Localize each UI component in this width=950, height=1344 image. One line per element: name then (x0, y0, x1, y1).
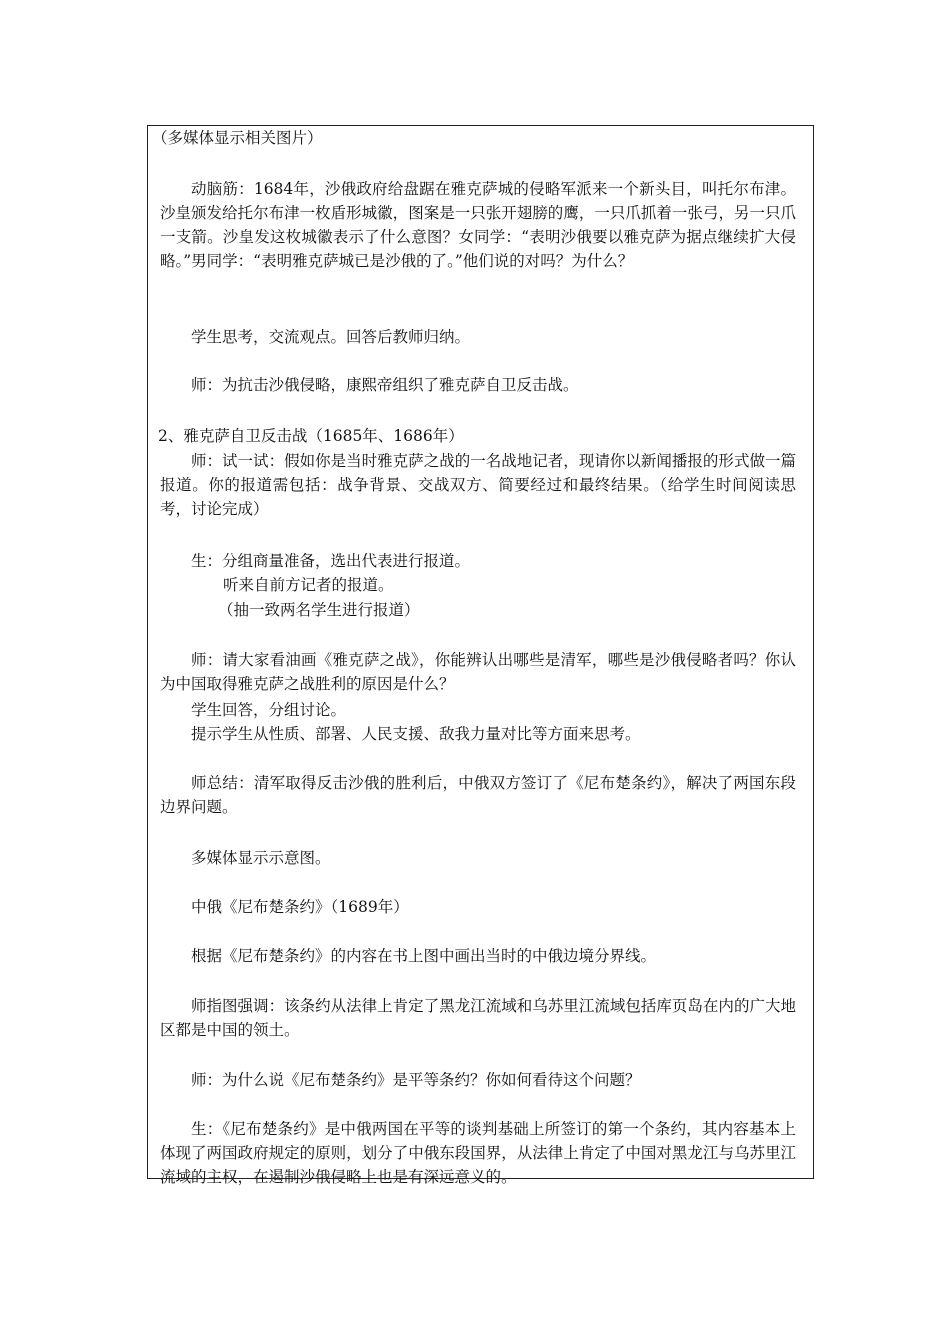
student-prepare: 生：分组商量准备，选出代表进行报道。 (191, 552, 471, 570)
teacher-emphasis: 师指图强调：该条约从法律上肯定了黑龙江流域和乌苏里江流域包括库页岛在内的广大地区都是中国的领土。 (160, 997, 796, 1039)
brainstorm-paragraph: 动脑筋：1684年，沙俄政府给盘踞在雅克萨城的侵略军派来一个新头目，叫托尔布津。沙皇颁发给托尔布津一枚盾形城徽，图案是一只张开翅膀的鹰，一只爪抓着一张弓，另一只爪一支箭。沙皇发这枚城徽表示了什么意图？女同学：“表明沙俄要以雅克萨为据点继续扩大侵略。”男同学：“表明雅克萨城已是沙俄的了。”他们说的对吗？为什么？ (160, 180, 796, 270)
teacher-task: 师：试一试：假如你是当时雅克萨之战的一名战地记者，现请你以新闻播报的形式做一篇报道。你的报道需包括：战争背景、交战双方、简要经过和最终结果。（给学生时间阅读思考，讨论完成） (160, 452, 796, 518)
treaty-title: 中俄《尼布楚条约》（1689年） (191, 898, 409, 916)
teacher-summary: 师总结：清军取得反击沙俄的胜利后，中俄双方签订了《尼布楚条约》，解决了两国东段边界问题。 (160, 774, 796, 816)
draw-border: 根据《尼布楚条约》的内容在书上图中画出当时的中俄边境分界线。 (191, 947, 657, 965)
teacher-intro: 师：为抗击沙俄侵略，康熙帝组织了雅克萨自卫反击战。 (191, 376, 579, 394)
multimedia-note: （多媒体显示相关图片） (152, 129, 323, 147)
teacher-question: 师：为什么说《尼布楚条约》是平等条约？你如何看待这个问题？ (191, 1071, 641, 1089)
section-2-title: 2、雅克萨自卫反击战（1685年、1686年） (158, 427, 464, 445)
student-conclusion: 生：《尼布楚条约》是中俄两国在平等的谈判基础上所签订的第一个条约，其内容基本上体现了两国政府规定的原则，划分了中俄东段国界，从法律上肯定了中国对黑龙江与乌苏里江流域的主权，在遏制沙俄侵略上也是有深远意义的。 (160, 1120, 796, 1186)
student-think: 学生思考，交流观点。回答后教师归纳。 (191, 328, 471, 346)
pick-students: （抽一致两名学生进行报道） (218, 601, 420, 619)
hint: 提示学生从性质、部署、人民支援、敌我力量对比等方面来思考。 (191, 725, 641, 743)
student-answer: 学生回答，分组讨论。 (191, 701, 347, 719)
multimedia-map: 多媒体显示示意图。 (191, 849, 331, 867)
painting-question: 师：请大家看油画《雅克萨之战》，你能辨认出哪些是清军，哪些是沙俄侵略者吗？你认为中国取得雅克萨之战胜利的原因是什么？ (160, 651, 796, 693)
listen-report: 听来自前方记者的报道。 (223, 576, 394, 594)
